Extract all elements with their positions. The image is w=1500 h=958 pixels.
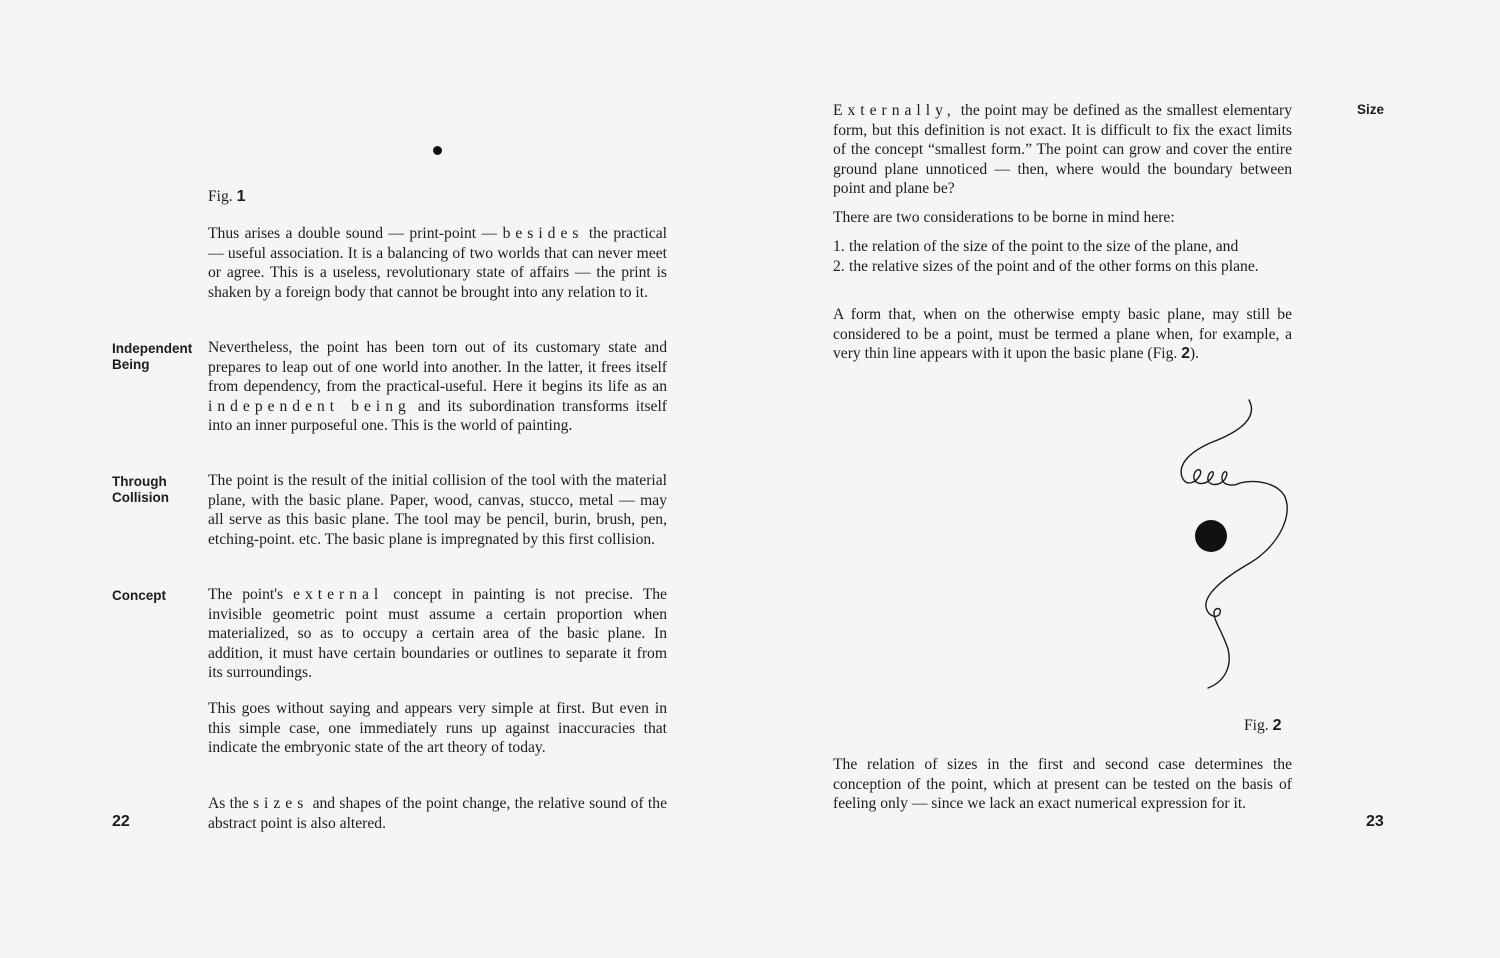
figure-1-caption: Fig. 1: [208, 188, 246, 205]
paragraph-double-sound: Thus arises a double sound — print-point — besides the practical — useful association. It is a balancing of two worlds that can never meet or agree. This is a useless, revolutionary state of affairs — the print is shaken by a foreign body that cannot be brought into any relation to it.: [208, 225, 667, 301]
paragraph-form-plane: A form that, when on the otherwise empty basic plane, may still be considered to be a point, must be termed a plane when, for example, a very thin line appears with it upon the basic plane (Fig. 2).: [833, 306, 1292, 363]
page-number-right: 23: [1366, 813, 1384, 830]
paragraph-considerations: There are two considerations to be borne in mind here:: [833, 209, 1175, 226]
side-heading-through-collision: Through Collision: [112, 474, 169, 505]
list-item-text: the relative sizes of the point and of the other forms on this plane.: [849, 257, 1259, 275]
list-item-number: 2.: [833, 257, 845, 275]
list-item: [833, 237, 1292, 257]
figure-2-point: [1195, 520, 1227, 552]
figure-1-point: [433, 146, 442, 155]
paragraph-concept: The point's external concept in painting is not precise. The invisible geometric point must assume a certain proportion when materialized, so as to occupy a certain area of the basic plane. In addition, it must have certain boundaries or outlines to separate it from its surroundings.: [208, 586, 667, 682]
paragraph-independent-being: Nevertheless, the point has been torn out of its customary state and prepares to leap out of one world into another. In the latter, it frees itself from dependency, from the practical-useful. Here it begins its life as an independent being and its subordination transforms itself into an inner purposeful one. This is the world of painting.: [208, 339, 667, 435]
figure-2-illustration: [1170, 395, 1300, 695]
side-heading-size: Size: [1357, 102, 1385, 117]
paragraph-externally: Externally, the point may be defined as the smallest elementary form, but this definition is not exact. It is difficult to fix the exact limits of the concept “smallest form.” The point can grow and cover the entire ground plane unnoticed — then, where would the boundary between point and plane be?: [833, 102, 1292, 198]
right-page: [750, 0, 1500, 958]
list-item-text: the relation of the size of the point to the size of the plane, and: [849, 238, 1239, 255]
paragraph-sizes: As the sizes and shapes of the point change, the relative sound of the abstract point is also altered.: [208, 795, 667, 832]
side-heading-independent-being: Independent Being: [112, 341, 193, 372]
list-item: [833, 257, 1292, 277]
paragraph-collision: The point is the result of the initial collision of the tool with the material plane, with the basic plane. Paper, wood, canvas, stucco, metal — may all serve as this basic plane. The tool may be pencil, burin, brush, pen, etching-point. etc. The basic plane is impregnated by this first collision.: [208, 472, 667, 548]
list-item-number: 1.: [833, 238, 845, 255]
figure-2-thin-line: [1181, 400, 1287, 688]
paragraph-simple-first: This goes without saying and appears very simple at first. But even in this simple case, one immediately runs up against inaccuracies that indicate the embryonic state of the art theory of today.: [208, 700, 667, 757]
page-number-left: 22: [112, 813, 130, 830]
figure-2-caption: Fig. 2: [1244, 717, 1282, 734]
paragraph-relation-sizes: The relation of sizes in the first and second case determines the conception of the point, which at present can be tested on the basis of feeling only — since we lack an exact numerical expression for it.: [833, 756, 1292, 813]
side-heading-concept: Concept: [112, 588, 166, 603]
considerations-list: [833, 237, 1292, 276]
